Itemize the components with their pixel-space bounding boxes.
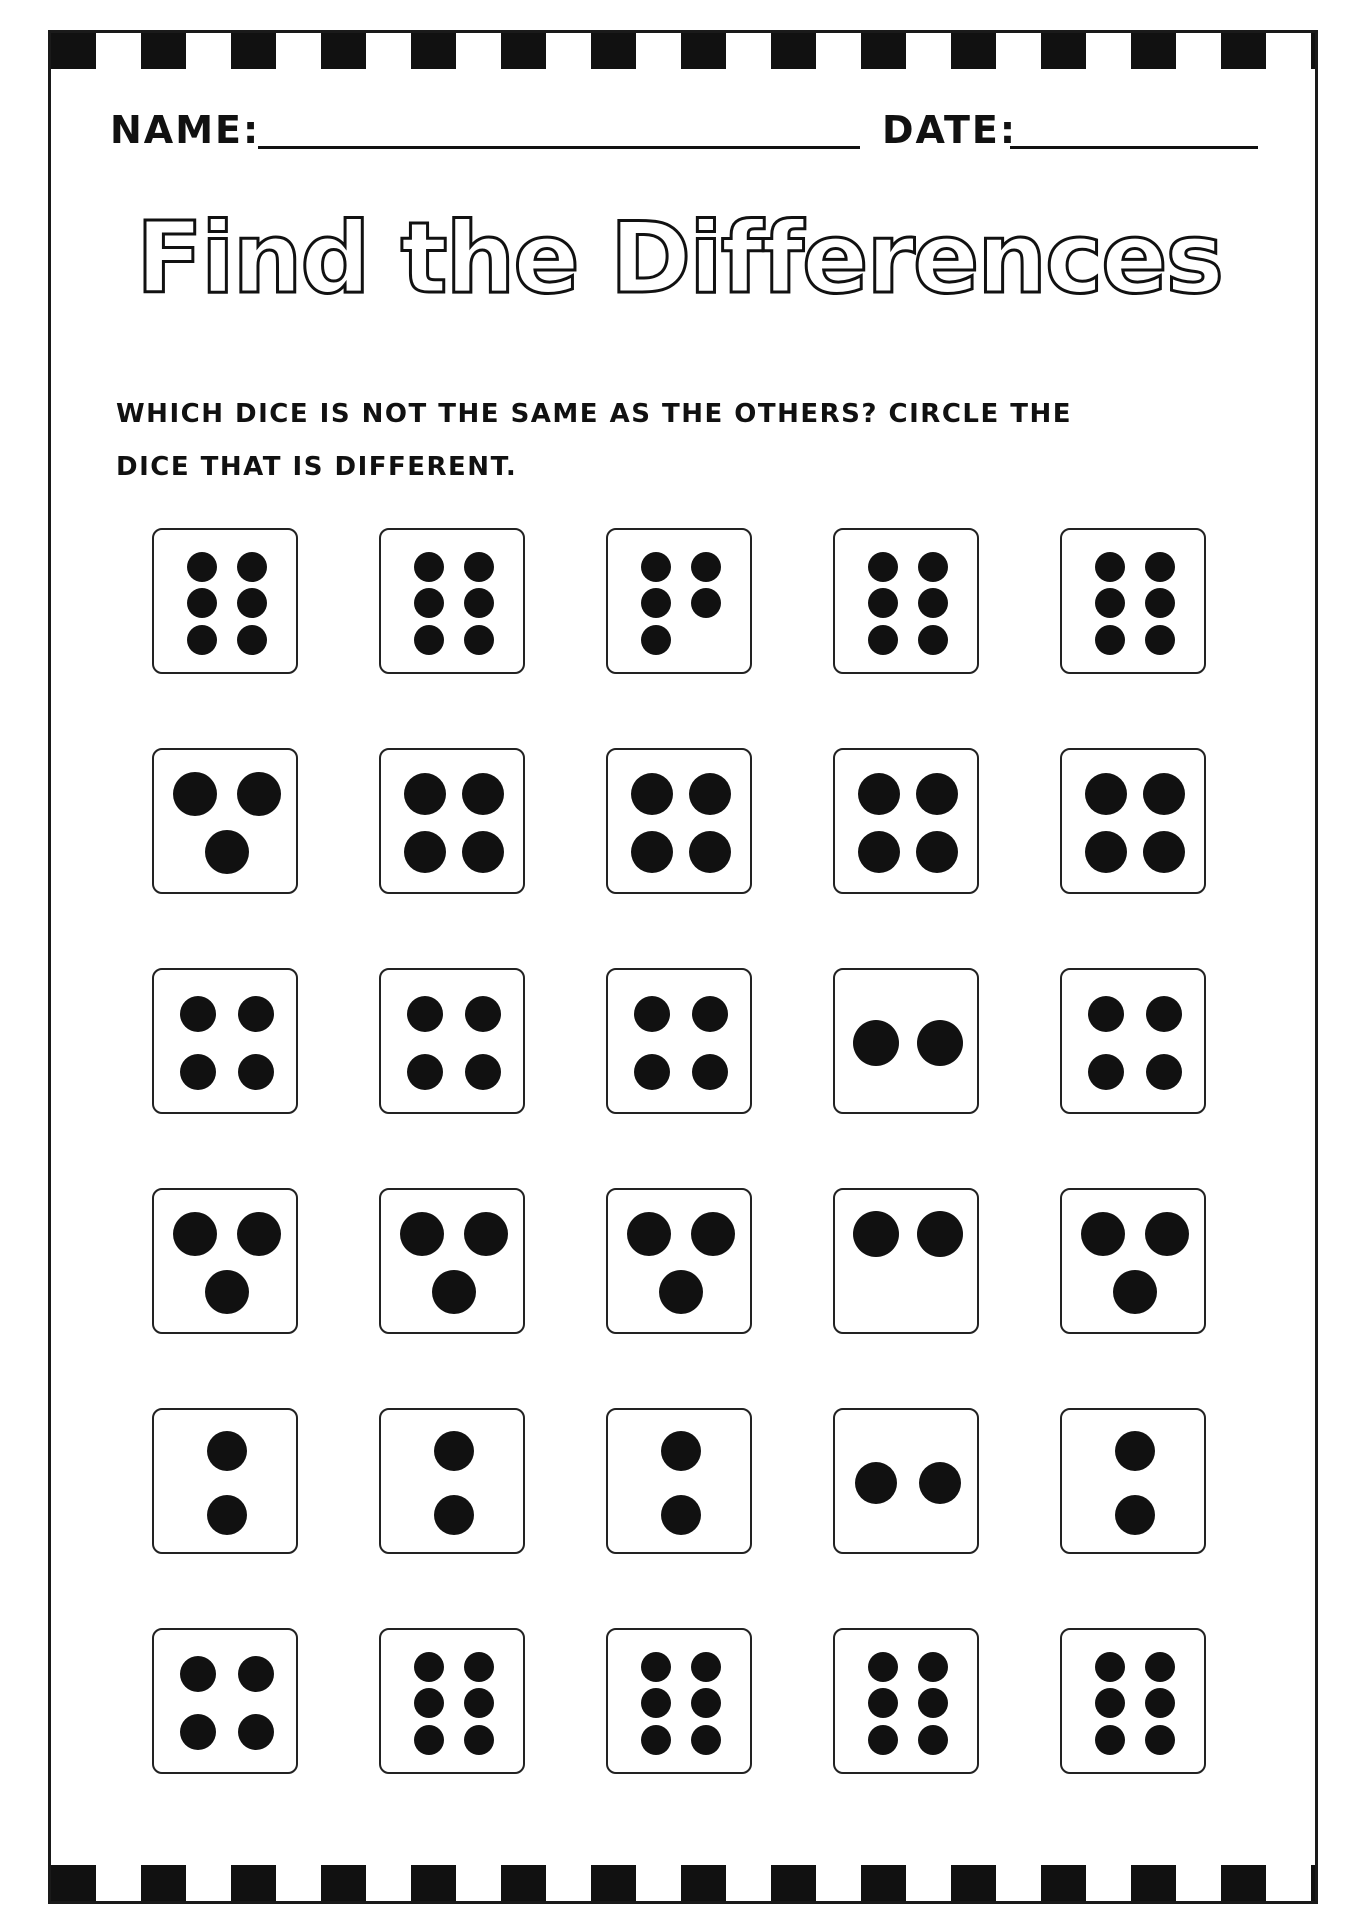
- pip-dot-icon: [916, 831, 958, 873]
- pip-dot-icon: [464, 1652, 494, 1682]
- name-label: NAME:: [110, 108, 261, 152]
- die-face-icon[interactable]: [152, 748, 298, 894]
- die-face-icon[interactable]: [833, 1188, 979, 1334]
- pip-dot-icon: [238, 996, 274, 1032]
- worksheet-title: Find the Differences: [136, 202, 1222, 316]
- die-face-icon[interactable]: [379, 748, 525, 894]
- die-face-icon[interactable]: [606, 528, 752, 674]
- pip-dot-icon: [661, 1495, 701, 1535]
- pip-dot-icon: [1115, 1495, 1155, 1535]
- pip-dot-icon: [237, 625, 267, 655]
- pip-dot-icon: [691, 1688, 721, 1718]
- pip-dot-icon: [173, 1212, 217, 1256]
- pip-dot-icon: [205, 1270, 249, 1314]
- pip-dot-icon: [1145, 552, 1175, 582]
- pip-dot-icon: [1088, 996, 1124, 1032]
- pip-dot-icon: [434, 1431, 474, 1471]
- die-face-icon[interactable]: [1060, 748, 1206, 894]
- pip-dot-icon: [692, 996, 728, 1032]
- pip-dot-icon: [1095, 552, 1125, 582]
- die-face-icon[interactable]: [833, 528, 979, 674]
- pip-dot-icon: [1145, 588, 1175, 618]
- pip-dot-icon: [462, 773, 504, 815]
- pip-dot-icon: [1113, 1270, 1157, 1314]
- pip-dot-icon: [641, 1688, 671, 1718]
- die-face-icon[interactable]: [606, 968, 752, 1114]
- pip-dot-icon: [180, 1054, 216, 1090]
- pip-dot-icon: [237, 588, 267, 618]
- pip-dot-icon: [692, 1054, 728, 1090]
- die-face-icon[interactable]: [379, 968, 525, 1114]
- pip-dot-icon: [1095, 625, 1125, 655]
- pip-dot-icon: [853, 1020, 899, 1066]
- checkered-border-top: [51, 33, 1315, 69]
- pip-dot-icon: [918, 552, 948, 582]
- pip-dot-icon: [207, 1431, 247, 1471]
- pip-dot-icon: [414, 1688, 444, 1718]
- pip-dot-icon: [237, 1212, 281, 1256]
- die-face-icon[interactable]: [152, 1408, 298, 1554]
- die-face-icon[interactable]: [1060, 1188, 1206, 1334]
- pip-dot-icon: [1085, 831, 1127, 873]
- pip-dot-icon: [414, 625, 444, 655]
- pip-dot-icon: [918, 588, 948, 618]
- pip-dot-icon: [238, 1714, 274, 1750]
- pip-dot-icon: [187, 625, 217, 655]
- die-face-icon[interactable]: [833, 1628, 979, 1774]
- pip-dot-icon: [1095, 588, 1125, 618]
- pip-dot-icon: [1145, 625, 1175, 655]
- pip-dot-icon: [404, 773, 446, 815]
- pip-dot-icon: [173, 772, 217, 816]
- pip-dot-icon: [434, 1495, 474, 1535]
- pip-dot-icon: [691, 588, 721, 618]
- pip-dot-icon: [414, 1725, 444, 1755]
- pip-dot-icon: [858, 831, 900, 873]
- pip-dot-icon: [868, 1688, 898, 1718]
- pip-dot-icon: [641, 1652, 671, 1682]
- pip-dot-icon: [918, 1652, 948, 1682]
- pip-dot-icon: [631, 831, 673, 873]
- pip-dot-icon: [1146, 1054, 1182, 1090]
- die-face-icon[interactable]: [1060, 528, 1206, 674]
- pip-dot-icon: [407, 996, 443, 1032]
- die-face-icon[interactable]: [152, 968, 298, 1114]
- die-face-icon[interactable]: [379, 1628, 525, 1774]
- pip-dot-icon: [868, 1725, 898, 1755]
- pip-dot-icon: [404, 831, 446, 873]
- pip-dot-icon: [407, 1054, 443, 1090]
- pip-dot-icon: [1145, 1725, 1175, 1755]
- pip-dot-icon: [205, 830, 249, 874]
- die-face-icon[interactable]: [152, 1188, 298, 1334]
- date-input-line[interactable]: [1010, 146, 1258, 149]
- pip-dot-icon: [641, 552, 671, 582]
- pip-dot-icon: [180, 1656, 216, 1692]
- pip-dot-icon: [1146, 996, 1182, 1032]
- pip-dot-icon: [659, 1270, 703, 1314]
- pip-dot-icon: [187, 552, 217, 582]
- pip-dot-icon: [465, 1054, 501, 1090]
- pip-dot-icon: [1145, 1652, 1175, 1682]
- name-input-line[interactable]: [258, 146, 860, 149]
- pip-dot-icon: [464, 552, 494, 582]
- pip-dot-icon: [207, 1495, 247, 1535]
- die-face-icon[interactable]: [606, 748, 752, 894]
- pip-dot-icon: [918, 625, 948, 655]
- die-face-icon[interactable]: [152, 528, 298, 674]
- pip-dot-icon: [868, 552, 898, 582]
- pip-dot-icon: [1145, 1212, 1189, 1256]
- pip-dot-icon: [465, 996, 501, 1032]
- die-face-icon[interactable]: [606, 1188, 752, 1334]
- pip-dot-icon: [918, 1688, 948, 1718]
- pip-dot-icon: [627, 1212, 671, 1256]
- pip-dot-icon: [855, 1462, 897, 1504]
- die-face-icon[interactable]: [379, 1408, 525, 1554]
- pip-dot-icon: [917, 1211, 963, 1257]
- pip-dot-icon: [691, 552, 721, 582]
- pip-dot-icon: [641, 625, 671, 655]
- pip-dot-icon: [414, 552, 444, 582]
- pip-dot-icon: [237, 552, 267, 582]
- pip-dot-icon: [634, 996, 670, 1032]
- pip-dot-icon: [661, 1431, 701, 1471]
- pip-dot-icon: [919, 1462, 961, 1504]
- pip-dot-icon: [464, 1212, 508, 1256]
- pip-dot-icon: [868, 588, 898, 618]
- pip-dot-icon: [238, 1656, 274, 1692]
- pip-dot-icon: [853, 1211, 899, 1257]
- die-face-icon[interactable]: [1060, 1628, 1206, 1774]
- pip-dot-icon: [691, 1212, 735, 1256]
- pip-dot-icon: [1143, 831, 1185, 873]
- pip-dot-icon: [414, 588, 444, 618]
- pip-dot-icon: [1095, 1688, 1125, 1718]
- pip-dot-icon: [689, 831, 731, 873]
- pip-dot-icon: [238, 1054, 274, 1090]
- checkered-border-bottom: [51, 1865, 1315, 1901]
- die-face-icon[interactable]: [833, 968, 979, 1114]
- pip-dot-icon: [187, 588, 217, 618]
- die-face-icon[interactable]: [833, 748, 979, 894]
- pip-dot-icon: [180, 996, 216, 1032]
- pip-dot-icon: [414, 1652, 444, 1682]
- pip-dot-icon: [641, 588, 671, 618]
- pip-dot-icon: [464, 625, 494, 655]
- die-face-icon[interactable]: [606, 1408, 752, 1554]
- pip-dot-icon: [464, 1688, 494, 1718]
- die-face-icon[interactable]: [379, 1188, 525, 1334]
- pip-dot-icon: [432, 1270, 476, 1314]
- pip-dot-icon: [917, 1020, 963, 1066]
- die-face-icon[interactable]: [152, 1628, 298, 1774]
- die-face-icon[interactable]: [379, 528, 525, 674]
- pip-dot-icon: [464, 588, 494, 618]
- pip-dot-icon: [1115, 1431, 1155, 1471]
- pip-dot-icon: [691, 1652, 721, 1682]
- pip-dot-icon: [1143, 773, 1185, 815]
- date-label: DATE:: [882, 108, 1018, 152]
- pip-dot-icon: [1145, 1688, 1175, 1718]
- die-face-icon[interactable]: [1060, 968, 1206, 1114]
- pip-dot-icon: [858, 773, 900, 815]
- die-face-icon[interactable]: [833, 1408, 979, 1554]
- pip-dot-icon: [237, 772, 281, 816]
- die-face-icon[interactable]: [1060, 1408, 1206, 1554]
- pip-dot-icon: [918, 1725, 948, 1755]
- pip-dot-icon: [1088, 1054, 1124, 1090]
- pip-dot-icon: [1081, 1212, 1125, 1256]
- instructions-text: WHICH DICE IS NOT THE SAME AS THE OTHERS? CIRCLE THE DICE THAT IS DIFFERENT.: [116, 399, 1073, 482]
- pip-dot-icon: [180, 1714, 216, 1750]
- pip-dot-icon: [462, 831, 504, 873]
- pip-dot-icon: [689, 773, 731, 815]
- pip-dot-icon: [1095, 1725, 1125, 1755]
- pip-dot-icon: [631, 773, 673, 815]
- pip-dot-icon: [1095, 1652, 1125, 1682]
- pip-dot-icon: [868, 625, 898, 655]
- pip-dot-icon: [464, 1725, 494, 1755]
- pip-dot-icon: [641, 1725, 671, 1755]
- pip-dot-icon: [634, 1054, 670, 1090]
- die-face-icon[interactable]: [606, 1628, 752, 1774]
- pip-dot-icon: [868, 1652, 898, 1682]
- pip-dot-icon: [1085, 773, 1127, 815]
- pip-dot-icon: [400, 1212, 444, 1256]
- pip-dot-icon: [916, 773, 958, 815]
- pip-dot-icon: [691, 1725, 721, 1755]
